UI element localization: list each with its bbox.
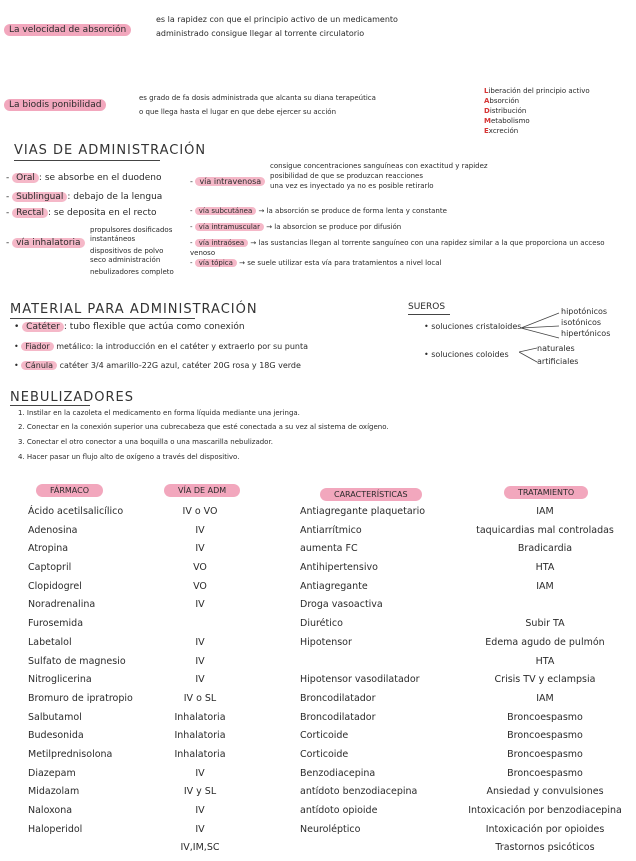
velocidad-title: La velocidad de absorción xyxy=(4,24,131,36)
tratamiento-cell: Broncoespasmo xyxy=(507,730,583,742)
caracteristica-cell: Corticoide xyxy=(300,748,349,760)
farmaco-cell: Haloperidol xyxy=(28,823,83,835)
caracteristica-cell: antídoto opioide xyxy=(300,805,378,816)
caracteristica-cell: Benzodiacepina xyxy=(300,767,376,779)
velocidad-desc-2: administrado consigue llegar al torrente circulatorio xyxy=(156,29,365,38)
inhal-note: propulsores dosificados instantáneos xyxy=(90,226,173,243)
inhal-note: dispositivos de polvo seco administración xyxy=(90,247,164,264)
tratamiento-cell: HTA xyxy=(535,562,555,574)
via-cell: IV xyxy=(195,674,205,686)
via-cell: IV xyxy=(195,636,205,648)
via-cell xyxy=(160,618,240,637)
tratamiento-cell: Bradicardia xyxy=(517,543,573,555)
sueros-cristaloides: • soluciones cristaloides xyxy=(424,322,522,331)
farmaco-cell: Budesonida xyxy=(28,730,84,742)
via-sublingual: - Sublingual : debajo de la lengua xyxy=(6,192,163,202)
iv-notes xyxy=(270,161,488,191)
via-cell: VO xyxy=(193,562,207,574)
caracteristica-cell: Hipotensor vasodilatador xyxy=(300,674,420,686)
tratamiento-cell: Ansiedad y convulsiones xyxy=(486,786,604,798)
via-column xyxy=(160,506,240,861)
sueros-underline xyxy=(408,314,450,315)
material-title-underline xyxy=(10,318,195,319)
tratamiento-cell: IAM xyxy=(536,692,554,704)
via-cell: IV xyxy=(195,655,205,667)
tratamiento-cell: IAM xyxy=(536,506,554,517)
caracteristica-cell: Neuroléptico xyxy=(300,823,361,835)
ladme-list xyxy=(484,86,590,136)
nebulizadores-underline xyxy=(10,405,90,406)
ladme-item: Metabolismo xyxy=(484,117,530,125)
sueros-braces xyxy=(519,308,563,368)
iv-note: posibilidad de que se produzcan reacciones xyxy=(270,172,424,180)
farmaco-cell: Diazepam xyxy=(28,767,76,779)
inhal-notes xyxy=(90,226,180,277)
farmaco-cell: Sulfato de magnesio xyxy=(28,655,126,667)
ladme-item: Absorción xyxy=(484,97,520,105)
neb-step: 2. Conectar en la conexión superior una cubrecabeza que esté conectada a su vez al sistema de oxígeno. xyxy=(18,423,389,431)
iv-note: consigue concentraciones sanguíneas con exactitud y rapidez xyxy=(270,162,488,170)
farmaco-cell: Captopril xyxy=(28,562,72,574)
farmaco-cell: Metilprednisolona xyxy=(28,748,113,760)
tratamiento-cell: taquicardias mal controladas xyxy=(476,524,614,536)
biodisponibilidad-desc-1: es grado de fa dosis administrada que alcanta su diana terapeútica xyxy=(139,94,376,102)
caracteristica-cell: antídoto benzodiacepina xyxy=(300,786,418,798)
caracteristica-cell: Hipotensor xyxy=(300,636,352,648)
tratamiento-cell: Subir TA xyxy=(525,618,565,630)
tratamiento-cell xyxy=(456,599,634,618)
cristaloides-types xyxy=(561,306,610,339)
caracteristica-cell: Broncodilatador xyxy=(300,692,376,704)
material-cateter: • Catéter : tubo flexible que actúa como conexión xyxy=(14,322,245,332)
coloide-type: artificiales xyxy=(537,357,579,366)
caracteristica-cell: Antiarrítmico xyxy=(300,524,362,536)
via-inhalatoria: - vía inhalatoria xyxy=(6,238,85,248)
biodisponibilidad-title: La biodis ponibilidad xyxy=(4,99,106,111)
sueros-coloides: • soluciones coloides xyxy=(424,350,509,359)
farmaco-cell: Clopidogrel xyxy=(28,580,82,592)
farmaco-cell: Labetalol xyxy=(28,636,72,648)
coloide-type: naturales xyxy=(537,344,575,353)
caracteristicas-column xyxy=(300,506,425,842)
via-cell: IV xyxy=(195,823,205,835)
ladme-item: Distribución xyxy=(484,107,527,115)
caracteristica-cell: Antihipertensivo xyxy=(300,562,378,574)
vias-title: VIAS DE ADMINISTRACIÓN xyxy=(14,143,207,158)
tratamiento-cell: Broncoespasmo xyxy=(507,711,583,723)
via-cell: IV xyxy=(195,767,205,779)
farmaco-cell: Noradrenalina xyxy=(28,599,96,611)
caracteristica-cell: aumenta FC xyxy=(300,543,358,555)
via-rectal: - Rectal : se deposita en el recto xyxy=(6,208,157,218)
tratamiento-cell: Intoxicación por opioides xyxy=(485,823,605,835)
header-via: VÍA DE ADM xyxy=(164,484,240,497)
via-cell: VO xyxy=(193,580,207,592)
via-subcutanea: - vía subcutánea → la absorción se produce de forma lenta y constante xyxy=(190,207,447,215)
biodisponibilidad-desc-2: o que llega hasta el lugar en que debe ejercer su acción xyxy=(139,108,337,116)
via-cell: Inhalatoria xyxy=(174,730,226,742)
caracteristica-cell: Antiagregante xyxy=(300,580,368,592)
cristaloide-type: hipertónicos xyxy=(561,329,611,338)
header-farmaco: FÁRMACO xyxy=(36,484,103,497)
via-cell: IV o SL xyxy=(183,692,217,704)
header-tratamiento: TRATAMIENTO xyxy=(504,486,588,499)
caracteristica-cell: Broncodilatador xyxy=(300,711,376,723)
tratamiento-cell: Edema agudo de pulmón xyxy=(485,636,605,648)
via-cell: IV xyxy=(195,543,205,555)
tratamiento-cell: Broncoespasmo xyxy=(507,748,583,760)
caracteristica-cell: Droga vasoactiva xyxy=(300,599,383,611)
tratamiento-column xyxy=(456,506,634,861)
tratamiento-cell: HTA xyxy=(535,655,555,667)
via-cell: IV xyxy=(195,599,205,611)
farmaco-cell: Salbutamol xyxy=(28,711,82,723)
tratamiento-cell: Trastornos psicóticos xyxy=(495,842,595,854)
caracteristica-cell: Corticoide xyxy=(300,730,349,742)
nebulizadores-title: NEBULIZADORES xyxy=(10,390,134,405)
via-intravenosa: - vía intravenosa xyxy=(190,177,265,186)
via-intraosea: - vía intraósea → las sustancias llegan al torrente sanguíneo con una rapidez similar a la que proporciona un acceso venoso xyxy=(190,239,605,257)
via-cell: Inhalatoria xyxy=(174,711,226,723)
tratamiento-cell: Intoxicación por benzodiacepina xyxy=(468,805,622,816)
material-canula: • Cánula catéter 3/4 amarillo-22G azul, catéter 20G rosa y 18G verde xyxy=(14,361,301,370)
caracteristica-cell: Antiagregante plaquetario xyxy=(300,506,426,517)
via-intramuscular: - vía intramuscular → la absorcion se produce por difusión xyxy=(190,223,402,231)
tratamiento-cell: IAM xyxy=(536,580,554,592)
farmaco-cell: Furosemida xyxy=(28,618,84,630)
farmaco-cell: Nitroglicerina xyxy=(28,674,92,686)
iv-note: una vez es inyectado ya no es posible retirarlo xyxy=(270,182,434,190)
farmaco-cell: Adenosina xyxy=(28,524,78,536)
velocidad-desc-1: es la rapidez con que el principio activo de un medicamento xyxy=(156,15,398,24)
cristaloide-type: hipotónicos xyxy=(561,307,608,316)
via-cell: IV xyxy=(195,524,205,536)
ladme-item: Liberación del principio activo xyxy=(484,87,590,95)
via-cell: IV y SL xyxy=(183,786,217,798)
cristaloide-type: isotónicos xyxy=(561,318,602,327)
via-cell: IV xyxy=(195,805,205,816)
material-title: MATERIAL PARA ADMINISTRACIÓN xyxy=(10,302,258,317)
caracteristica-cell: Diurético xyxy=(300,618,343,630)
farmaco-cell: Bromuro de ipratropio xyxy=(28,692,133,704)
tratamiento-cell: Broncoespasmo xyxy=(507,767,583,779)
header-caracteristicas: CARACTERÍSTICAS xyxy=(320,488,422,501)
sueros-title: SUEROS xyxy=(408,302,446,312)
material-fiador: • Fiador metálico: la introducción en el catéter y extraerlo por su punta xyxy=(14,342,309,351)
via-oral: - Oral : se absorbe en el duodeno xyxy=(6,173,162,183)
farmaco-cell: Ácido acetilsalicílico xyxy=(28,506,124,517)
farmaco-cell: Atropina xyxy=(28,543,69,555)
neb-step: 3. Conectar el otro conector a una boquilla o una mascarilla nebulizador. xyxy=(18,438,273,446)
caracteristica-cell xyxy=(300,656,425,675)
neb-step: 1. Instilar en la cazoleta el medicamento en forma líquida mediante una jeringa. xyxy=(18,409,300,417)
farmaco-cell: Midazolam xyxy=(28,786,80,798)
via-cell: Inhalatoria xyxy=(174,748,226,760)
ladme-item: Excreción xyxy=(484,127,519,135)
neb-step: 4. Hacer pasar un flujo alto de oxígeno a través del dispositivo. xyxy=(18,453,240,461)
via-topica: - vía tópica → se suele utilizar esta vía para tratamientos a nivel local xyxy=(190,259,442,267)
via-cell: IV,IM,SC xyxy=(180,842,220,854)
farmaco-cell: Naloxona xyxy=(28,805,73,816)
via-cell: IV o VO xyxy=(182,506,218,517)
farmaco-column xyxy=(28,506,133,842)
inhal-note: nebulizadores completo xyxy=(90,268,174,276)
tratamiento-cell: Crisis TV y eclampsia xyxy=(494,674,596,686)
vias-title-underline xyxy=(14,160,160,161)
